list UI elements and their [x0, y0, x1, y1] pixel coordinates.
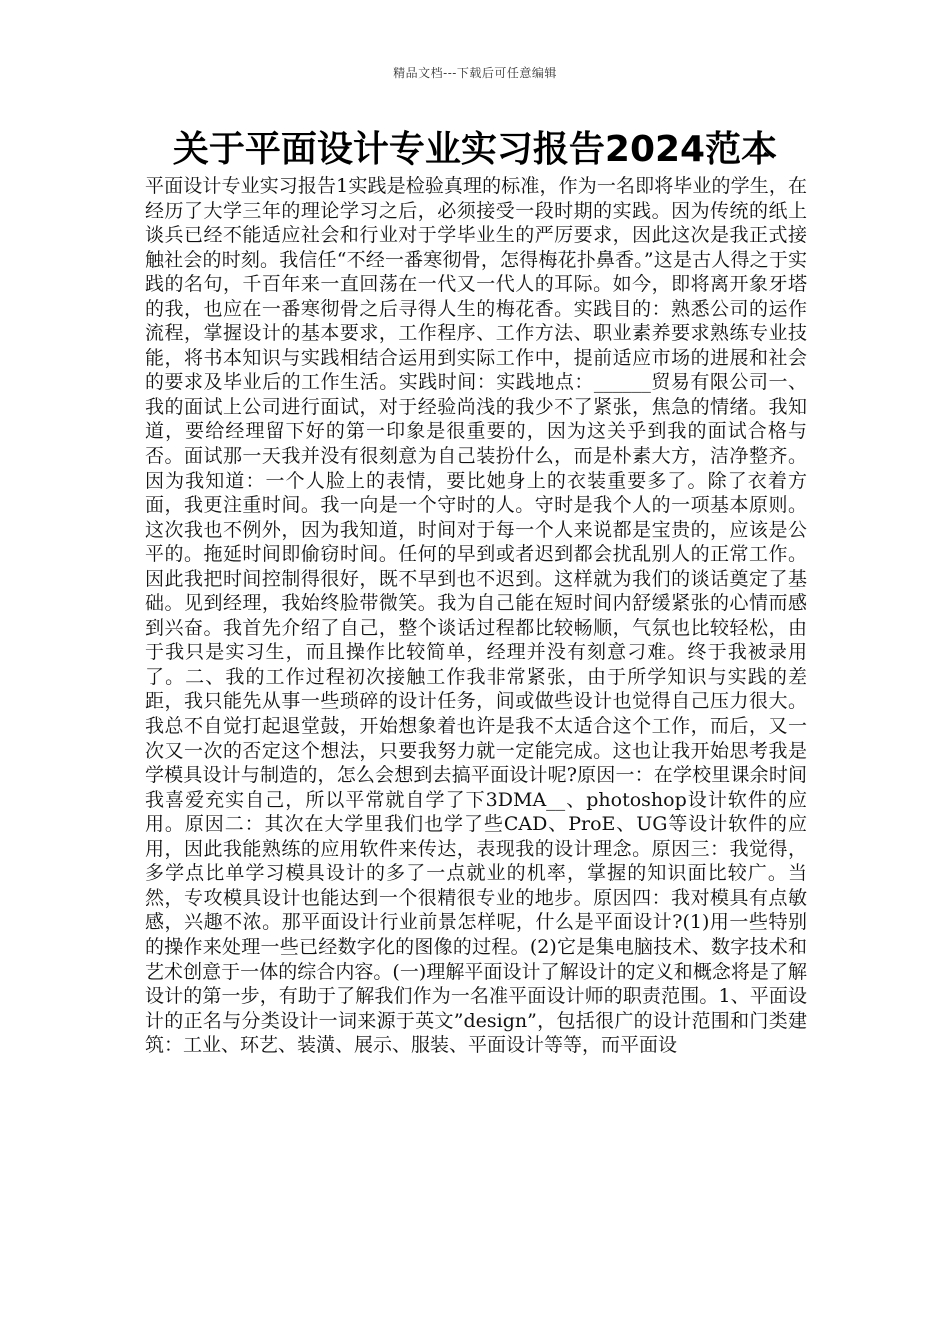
document-body: 平面设计专业实习报告1实践是检验真理的标准，作为一名即将毕业的学生，在经历了大学三年的理论学习之后，必须接受一段时期的实践。因为传统的纸上谈兵已经不能适应社会和行业对于学毕业生的严厉要求，因此这次是我正式接触社会的时刻。我信任“不经一番寒彻骨，怎得梅花扑鼻香。”这是古人得之于实践的名句，千百年来一直回荡在一代又一代人的耳际。如今，即将离开象牙塔的我，也应在一番寒彻骨之后寻得人生的梅花香。实践目的：熟悉公司的运作流程，掌握设计的基本要求，工作程序、工作方法、职业素养要求熟练专业技能，将书本知识与实践相结合运用到实际工作中，提前适应市场的进展和社会的要求及毕业后的工作生活。实践时间：实践地点：______贸易有限公司一、我的面试上公司进行面试，对于经验尚浅的我少不了紧张，焦急的情绪。我知道，要给经理留下好的第一印象是很重要的，因为这关乎到我的面试合格与否。面试那一天我并没有很刻意为自己装扮什么，而是朴素大方，洁净整齐。因为我知道：一个人脸上的表情，要比她身上的衣装重要多了。除了衣着方面，我更注重时间。我一向是一个守时的人。守时是我个人的一项基本原则。这次我也不例外，因为我知道，时间对于每一个人来说都是宝贵的，应该是公平的。拖延时间即偷窃时间。任何的早到或者迟到都会扰乱别人的正常工作。因此我把时间控制得很好，既不早到也不迟到。这样就为我们的谈话奠定了基础。见到经理，我始终脸带微笑。我为自己能在短时间内舒缓紧张的心情而感到兴奋。我首先介绍了自己，整个谈话过程都比较畅顺，气氛也比较轻松，由于我只是实习生，而且操作比较简单，经理并没有刻意刁难。终于我被录用了。二、我的工作过程初次接触工作我非常紧张，由于所学知识与实践的差距，我只能先从事一些琐碎的设计任务，间或做些设计也觉得自己压力很大。我总不自觉打起退堂鼓，开始想象着也许是我不太适合这个工作，而后，又一次又一次的否定这个想法，只要我努力就一定能完成。这也让我开始思考我是学模具设计与制造的，怎么会想到去搞平面设计呢?原因一：在学校里课余时间我喜爱充实自己，所以平常就自学了下3DMA__、photoshop设计软件的应用。原因二：其次在大学里我们也学了些CAD、ProE、UG等设计软件的应用，因此我能熟练的应用软件来传达，表现我的设计理念。原因三：我觉得，多学点比单学习模具设计的多了一点就业的机率，掌握的知识面比较广。当然，专攻模具设计也能达到一个很精很专业的地步。原因四：我对模具有点敏感，兴趣不浓。那平面设计行业前景怎样呢，什么是平面设计?(1)用一些特别的操作来处理一些已经数字化的图像的过程。(2)它是集电脑技术、数字技术和艺术创意于一体的综合内容。(一)理解平面设计了解设计的定义和概念将是了解设计的第一步，有助于了解我们作为一名准平面设计师的职责范围。1、平面设计的正名与分类设计一词来源于英文”design”，包括很广的设计范围和门类建筑：工业、环艺、装潢、展示、服装、平面设计等等，而平面设 — [145, 175, 807, 1057]
header-note: 精品文档---下载后可任意编辑 — [393, 66, 557, 80]
document-title: 关于平面设计专业实习报告2024范本 — [172, 129, 778, 170]
